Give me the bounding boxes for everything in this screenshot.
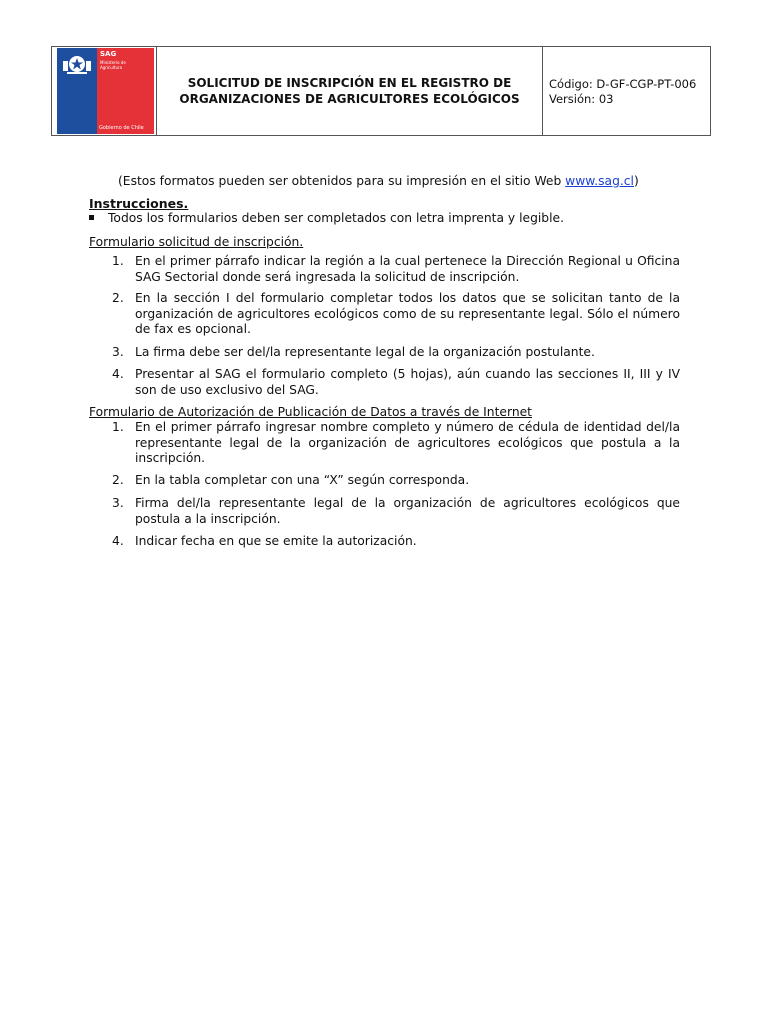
document-code-cell bbox=[543, 47, 710, 135]
item-number: 1. bbox=[112, 420, 124, 434]
section1-item bbox=[112, 254, 680, 285]
document-code: Código: D-GF-CGP-PT-006 bbox=[549, 77, 697, 91]
item-text: Firma del/la representante legal de la organización de agricultores ecológicos que postula a la inscripción. bbox=[135, 496, 680, 526]
item-number: 3. bbox=[112, 345, 124, 359]
logo-org: SAG bbox=[100, 50, 117, 58]
item-text: Indicar fecha en que se emite la autorización. bbox=[135, 534, 417, 548]
logo-ministry bbox=[100, 60, 126, 70]
item-number: 1. bbox=[112, 254, 124, 268]
document-header bbox=[51, 46, 711, 136]
section1-item bbox=[112, 367, 680, 398]
item-text: En el primer párrafo indicar la región a la cual pertenece la Dirección Regional u Oficina SAG Sectorial donde será ingresada la solicitud de inscripción. bbox=[135, 254, 680, 284]
title-line-2: ORGANIZACIONES DE AGRICULTORES ECOLÓGICOS bbox=[179, 92, 520, 106]
instructions-bullet bbox=[89, 211, 564, 227]
item-number: 3. bbox=[112, 496, 124, 510]
logo-ministry-line1: Ministerio de bbox=[100, 60, 126, 65]
bullet-square-icon bbox=[89, 215, 94, 220]
item-text: En la sección I del formulario completar todos los datos que se solicitan tanto de la organización de agricultores ecológicos como de su representante legal. Sólo el número de fax es opcional. bbox=[135, 291, 680, 336]
section2-item bbox=[112, 420, 680, 467]
item-text: En el primer párrafo ingresar nombre completo y número de cédula de identidad del/la representante legal de la organización de agricultores ecológicos que postula a la inscripción. bbox=[135, 420, 680, 465]
section2-title: Formulario de Autorización de Publicación de Datos a través de Internet bbox=[89, 405, 532, 419]
document-title bbox=[157, 47, 543, 135]
logo-blue-band bbox=[57, 48, 97, 134]
item-text: Presentar al SAG el formulario completo (5 hojas), aún cuando las secciones II, III y IV son de uso exclusivo del SAG. bbox=[135, 367, 680, 397]
section1-title-suffix: . bbox=[299, 235, 304, 249]
logo-country: Gobierno de Chile bbox=[99, 125, 144, 131]
section1-title-text: Formulario solicitud de inscripción bbox=[89, 235, 300, 249]
section1-title bbox=[89, 235, 303, 251]
logo-cell bbox=[52, 47, 157, 135]
item-text: La firma debe ser del/la representante legal de la organización postulante. bbox=[135, 345, 595, 359]
logo-red-band bbox=[97, 48, 154, 134]
section2-item bbox=[112, 473, 680, 489]
coat-of-arms-icon bbox=[61, 52, 93, 78]
sag-logo bbox=[57, 48, 154, 134]
section1-item bbox=[112, 291, 680, 338]
format-note bbox=[118, 174, 639, 190]
item-text: En la tabla completar con una “X” según corresponda. bbox=[135, 473, 470, 487]
document-version: Versión: 03 bbox=[549, 92, 614, 106]
section2-item bbox=[112, 534, 680, 550]
note-suffix: ) bbox=[633, 174, 639, 188]
note-prefix: (Estos formatos pueden ser obtenidos para su impresión en el sitio Web bbox=[118, 174, 566, 188]
item-number: 2. bbox=[112, 291, 124, 305]
instructions-heading: Instrucciones. bbox=[89, 196, 189, 211]
item-number: 4. bbox=[112, 367, 124, 381]
item-number: 2. bbox=[112, 473, 124, 487]
bullet-text: Todos los formularios deben ser completados con letra imprenta y legible. bbox=[108, 211, 564, 225]
title-line-1: SOLICITUD DE INSCRIPCIÓN EN EL REGISTRO DE bbox=[187, 76, 512, 90]
section2-item bbox=[112, 496, 680, 527]
item-number: 4. bbox=[112, 534, 124, 548]
sag-website-link[interactable]: www.sag.cl bbox=[565, 174, 634, 188]
section1-item bbox=[112, 345, 680, 361]
logo-ministry-line2: Agricultura bbox=[100, 65, 123, 70]
